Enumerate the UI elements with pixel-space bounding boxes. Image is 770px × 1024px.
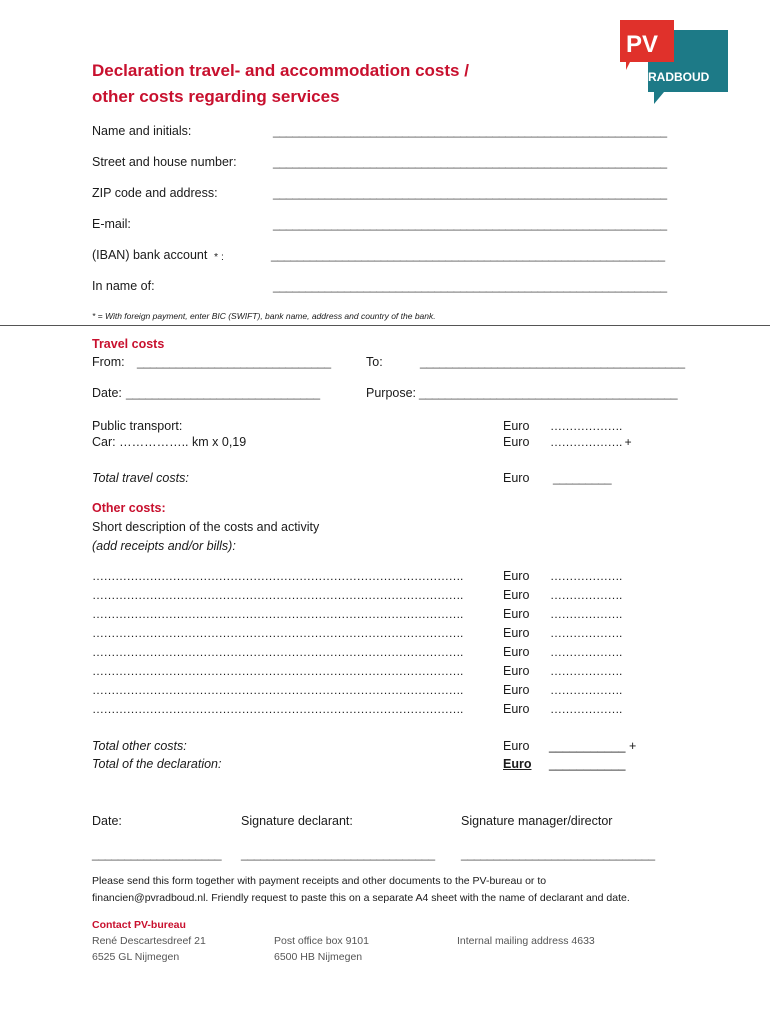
to-field[interactable]: _________________________________________ (420, 355, 685, 369)
other-cost-euro: Euro (503, 664, 530, 678)
total-travel-field[interactable]: _________ (553, 471, 612, 485)
other-cost-amount[interactable]: ………………. (550, 626, 622, 640)
logo-pv-text: PV (626, 31, 659, 58)
public-amount[interactable]: ………………. (550, 419, 622, 433)
purpose-label: Purpose: (366, 386, 417, 400)
total-other-field[interactable]: ___________ + (549, 739, 637, 753)
street-field[interactable]: _____________________________________________________________ (273, 155, 667, 169)
sign-manager-label: Signature manager/director (461, 814, 613, 828)
car-label[interactable]: Car: …………….. km x 0,19 (92, 435, 247, 449)
car-amount[interactable]: ………………. + (550, 435, 632, 449)
inname-field[interactable]: _____________________________________________________________ (273, 279, 667, 293)
other-cost-amount[interactable]: ………………. (550, 645, 622, 659)
zip-field[interactable]: _____________________________________________________________ (273, 186, 667, 200)
other-cost-euro: Euro (503, 645, 530, 659)
contact-address-2: 6525 GL Nijmegen (92, 951, 180, 963)
other-cost-amount[interactable]: ………………. (550, 588, 622, 602)
instructions-line-2: financien@pvradboud.nl. Friendly request to paste this on a separate A4 sheet with the name of declarant and date. (92, 892, 630, 904)
other-cost-description[interactable]: ……………………………………………………………………………………. (92, 702, 463, 716)
email-field[interactable]: _____________________________________________________________ (273, 217, 667, 231)
other-cost-euro: Euro (503, 588, 530, 602)
footnote: * = With foreign payment, enter BIC (SWIFT), bank name, address and country of the bank. (92, 311, 436, 321)
sign-declarant-label: Signature declarant: (241, 814, 353, 828)
from-field[interactable]: ______________________________ (137, 355, 331, 369)
total-other-label: Total other costs: (92, 739, 187, 753)
total-declaration-euro: Euro (503, 757, 532, 771)
purpose-field[interactable]: ________________________________________ (419, 386, 678, 400)
public-transport-label: Public transport: (92, 419, 183, 433)
other-cost-amount[interactable]: ………………. (550, 702, 622, 716)
other-cost-description[interactable]: ……………………………………………………………………………………. (92, 588, 463, 602)
to-label: To: (366, 355, 383, 369)
other-cost-description[interactable]: ……………………………………………………………………………………. (92, 607, 463, 621)
total-other-euro: Euro (503, 739, 530, 753)
section-divider (0, 325, 770, 326)
email-label: E-mail: (92, 217, 131, 231)
iban-field[interactable]: _____________________________________________________________ (271, 248, 665, 262)
car-euro: Euro (503, 435, 530, 449)
total-declaration-field[interactable]: ___________ (549, 757, 626, 771)
name-field[interactable]: _____________________________________________________________ (273, 124, 667, 138)
contact-address-1: René Descartesdreef 21 (92, 935, 206, 947)
contact-pobox-1: Post office box 9101 (274, 935, 369, 947)
public-euro: Euro (503, 419, 530, 433)
zip-label: ZIP code and address: (92, 186, 218, 200)
other-cost-euro: Euro (503, 683, 530, 697)
inname-label: In name of: (92, 279, 155, 293)
total-declaration-label: Total of the declaration: (92, 757, 222, 771)
sign-date-field[interactable]: ____________________ (92, 847, 222, 861)
instructions-line-1: Please send this form together with payment receipts and other documents to the PV-bureau or to (92, 875, 547, 887)
iban-label: (IBAN) bank account (92, 248, 208, 262)
other-cost-euro: Euro (503, 569, 530, 583)
other-cost-description[interactable]: ……………………………………………………………………………………. (92, 645, 463, 659)
other-cost-euro: Euro (503, 702, 530, 716)
iban-asterisk: * : (214, 251, 224, 263)
other-heading: Other costs: (92, 501, 166, 515)
contact-heading: Contact PV-bureau (92, 919, 186, 931)
sign-declarant-field[interactable]: ______________________________ (241, 847, 435, 861)
name-label: Name and initials: (92, 124, 192, 138)
sign-date-label: Date: (92, 814, 122, 828)
other-cost-amount[interactable]: ………………. (550, 607, 622, 621)
date-field[interactable]: ______________________________ (126, 386, 320, 400)
other-cost-euro: Euro (503, 626, 530, 640)
title-line-2: other costs regarding services (92, 87, 340, 106)
from-label: From: (92, 355, 125, 369)
travel-heading: Travel costs (92, 337, 165, 351)
other-desc-line-2: (add receipts and/or bills): (92, 539, 236, 553)
other-cost-amount[interactable]: ………………. (550, 683, 622, 697)
other-cost-amount[interactable]: ………………. (550, 664, 622, 678)
date-label: Date: (92, 386, 122, 400)
title-line-1: Declaration travel- and accommodation costs / (92, 61, 469, 80)
total-travel-label: Total travel costs: (92, 471, 189, 485)
other-cost-description[interactable]: ……………………………………………………………………………………. (92, 626, 463, 640)
total-travel-euro: Euro (503, 471, 530, 485)
other-cost-description[interactable]: ……………………………………………………………………………………. (92, 569, 463, 583)
other-cost-amount[interactable]: ………………. (550, 569, 622, 583)
sign-manager-field[interactable]: ______________________________ (461, 847, 655, 861)
pv-radboud-logo (618, 18, 730, 104)
other-desc-line-1: Short description of the costs and activity (92, 520, 320, 534)
contact-internal-mail: Internal mailing address 4633 (457, 935, 595, 947)
other-cost-description[interactable]: ……………………………………………………………………………………. (92, 683, 463, 697)
other-cost-euro: Euro (503, 607, 530, 621)
street-label: Street and house number: (92, 155, 237, 169)
logo-radboud-text: RADBOUD (648, 70, 710, 84)
other-cost-description[interactable]: ……………………………………………………………………………………. (92, 664, 463, 678)
contact-pobox-2: 6500 HB Nijmegen (274, 951, 363, 963)
